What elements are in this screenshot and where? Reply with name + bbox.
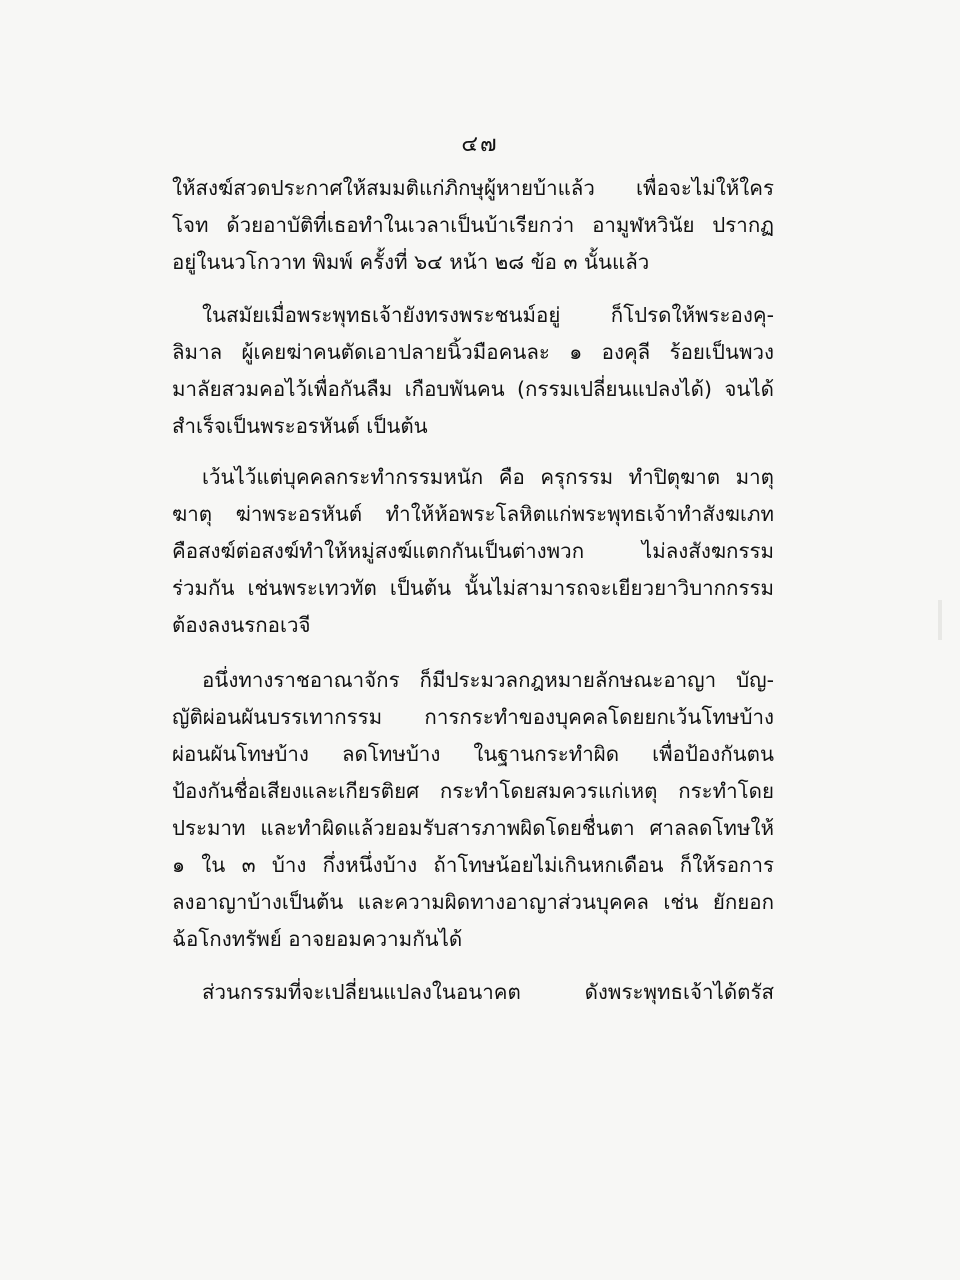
text-line: ฆาตุ ฆ่าพระอรหันต์ ทำให้ห้อพระโลหิตแก่พระพุทธเจ้าทำสังฆเภท — [172, 502, 774, 526]
text-line: ในสมัยเมื่อพระพุทธเจ้ายังทรงพระชนม์อยู่ ก็โปรดให้พระองคุ- — [202, 303, 774, 327]
paragraph-1 — [172, 170, 774, 281]
text-line: คือสงฆ์ต่อสงฆ์ทำให้หมู่สงฆ์แตกกันเป็นต่างพวก ไม่ลงสังฆกรรม — [172, 539, 774, 563]
text-line: ฉ้อโกงทรัพย์ อาจยอมความกันได้ — [172, 927, 463, 951]
text-line: อนึ่งทางราชอาณาจักร ก็มีประมวลกฎหมายลักษณะอาญา บัญ- — [202, 668, 774, 692]
scan-artifact — [938, 600, 942, 640]
text-line: สำเร็จเป็นพระอรหันต์ เป็นต้น — [172, 414, 428, 438]
text-line: ส่วนกรรมที่จะเปลี่ยนแปลงในอนาคต ดังพระพุทธเจ้าได้ตรัส — [202, 980, 774, 1004]
text-line: อยู่ในนวโกวาท พิมพ์ ครั้งที่ ๖๔ หน้า ๒๘ ข้อ ๓ นั้นแล้ว — [172, 250, 650, 274]
text-line: ลิมาล ผู้เคยฆ่าคนตัดเอาปลายนิ้วมือคนละ ๑ องคุลี ร้อยเป็นพวง — [172, 340, 774, 364]
body-text — [172, 170, 774, 1011]
text-line: ให้สงฆ์สวดประกาศให้สมมติแก่ภิกษุผู้หายบ้าแล้ว เพื่อจะไม่ให้ใคร — [172, 176, 774, 200]
text-line: ป้องกันชื่อเสียงและเกียรติยศ กระทำโดยสมควรแก่เหตุ กระทำโดย — [172, 779, 774, 803]
text-line: ประมาท และทำผิดแล้วยอมรับสารภาพผิดโดยชื่นตา ศาลลดโทษให้ — [172, 816, 774, 840]
page-number: ๔๗ — [461, 132, 499, 157]
text-line: ผ่อนผันโทษบ้าง ลดโทษบ้าง ในฐานกระทำผิด เพื่อป้องกันตน — [172, 742, 774, 766]
paragraph-5 — [172, 974, 774, 1011]
text-line: เว้นไว้แต่บุคคลกระทำกรรมหนัก คือ ครุกรรม ทำปิตุฆาต มาตุ — [202, 465, 774, 489]
text-line: มาลัยสวมคอไว้เพื่อกันลืม เกือบพันคน (กรรมเปลี่ยนแปลงได้) จนได้ — [172, 377, 774, 401]
paragraph-3 — [172, 459, 774, 644]
paragraph-2 — [172, 297, 774, 445]
text-line: ลงอาญาบ้างเป็นต้น และความผิดทางอาญาส่วนบุคคล เช่น ยักยอก — [172, 890, 774, 914]
text-line: โจท ด้วยอาบัติที่เธอทำในเวลาเป็นบ้าเรียกว่า อามูฬหวินัย ปรากฏ — [172, 213, 774, 237]
text-line: ต้องลงนรกอเวจี — [172, 613, 311, 637]
text-line: ร่วมกัน เช่นพระเทวทัต เป็นต้น นั้นไม่สามารถจะเยียวยาวิบากกรรม — [172, 576, 774, 600]
paragraph-4 — [172, 662, 774, 958]
text-line: ๑ ใน ๓ บ้าง กึ่งหนึ่งบ้าง ถ้าโทษน้อยไม่เกินหกเดือน ก็ให้รอการ — [172, 853, 774, 877]
text-line: ญัติผ่อนผันบรรเทากรรม การกระทำของบุคคลโดยยกเว้นโทษบ้าง — [172, 705, 774, 729]
